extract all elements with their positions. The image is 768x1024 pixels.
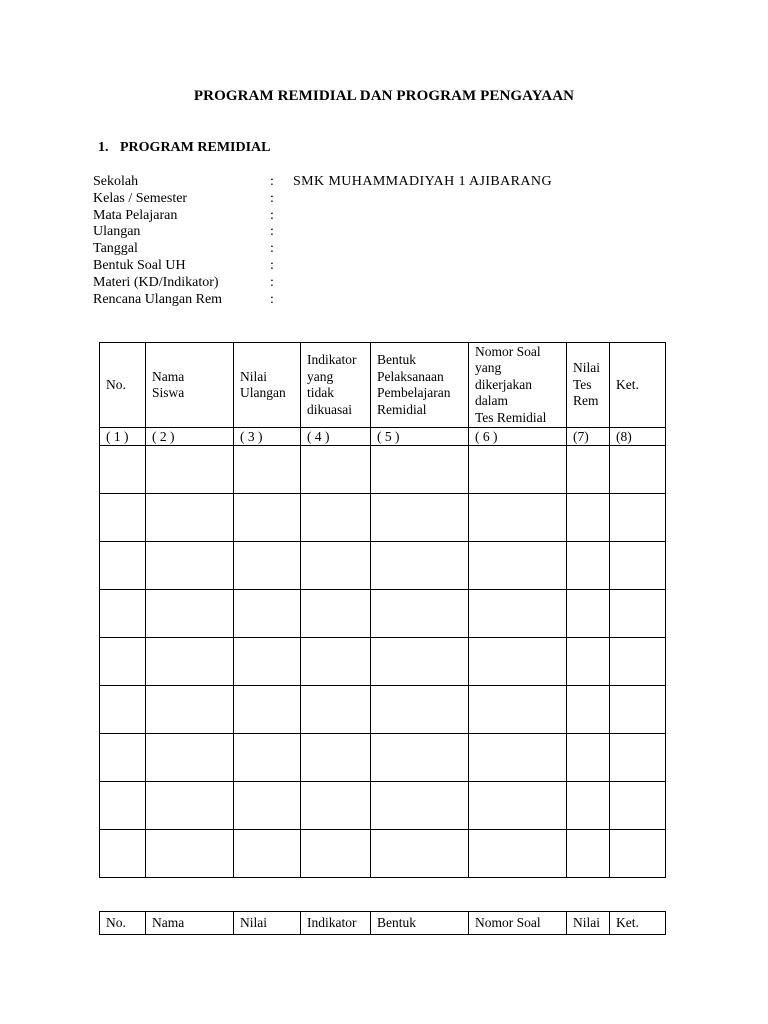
table-row: [100, 542, 666, 590]
column-number: ( 6 ): [469, 428, 567, 446]
table-cell[interactable]: [146, 734, 234, 782]
table-cell[interactable]: [610, 782, 666, 830]
table-row: [100, 686, 666, 734]
column-header: Nama: [146, 912, 234, 935]
table-cell[interactable]: [469, 830, 567, 878]
column-header-line: tidak: [307, 385, 334, 400]
table-cell[interactable]: [469, 782, 567, 830]
column-header-line: yang: [307, 368, 334, 384]
column-header-line: Rem: [573, 393, 599, 409]
table-cell[interactable]: [610, 494, 666, 542]
column-header: Nomor Soal: [469, 912, 567, 935]
table-row: [100, 638, 666, 686]
table-cell[interactable]: [100, 542, 146, 590]
info-colon: :: [270, 257, 274, 273]
table-row: [100, 782, 666, 830]
table-cell[interactable]: [610, 686, 666, 734]
table-cell[interactable]: [100, 638, 146, 686]
column-header-line: dikerjakan: [475, 376, 532, 392]
table-cell[interactable]: [146, 494, 234, 542]
table-cell[interactable]: [234, 542, 301, 590]
table-cell[interactable]: [234, 590, 301, 638]
info-colon: :: [270, 224, 274, 240]
table-cell[interactable]: [100, 734, 146, 782]
column-header: Ket.: [610, 912, 666, 935]
column-number: ( 3 ): [234, 428, 301, 446]
table-cell[interactable]: [100, 446, 146, 494]
info-label: Rencana Ulangan Rem: [93, 291, 223, 307]
table-cell[interactable]: [567, 446, 610, 494]
table-cell[interactable]: [234, 830, 301, 878]
info-value: SMK MUHAMMADIYAH 1 AJIBARANG: [293, 174, 552, 189]
table-cell[interactable]: [371, 542, 469, 590]
table-header-row: [100, 912, 666, 935]
info-label: Mata Pelajaran: [93, 207, 178, 223]
table-cell[interactable]: [567, 734, 610, 782]
section-heading: [98, 140, 271, 156]
table-cell[interactable]: [146, 446, 234, 494]
table-cell[interactable]: [567, 638, 610, 686]
table-cell[interactable]: [567, 494, 610, 542]
table-cell[interactable]: [234, 446, 301, 494]
table-row: [100, 830, 666, 878]
table-cell[interactable]: [301, 590, 371, 638]
table-cell[interactable]: [234, 782, 301, 830]
table-cell[interactable]: [146, 782, 234, 830]
table-cell[interactable]: [100, 782, 146, 830]
table-cell[interactable]: [146, 830, 234, 878]
column-header: Nilai: [567, 912, 610, 935]
table-row: [100, 494, 666, 542]
page-title: PROGRAM REMIDIAL DAN PROGRAM PENGAYAAN: [193, 88, 575, 104]
table-cell[interactable]: [301, 734, 371, 782]
column-header-line: yang: [475, 360, 502, 376]
column-header-line: Pembelajaran: [377, 385, 451, 400]
table-cell[interactable]: [567, 686, 610, 734]
table-cell[interactable]: [610, 638, 666, 686]
info-colon: :: [270, 241, 274, 257]
section-number: 1.: [98, 140, 109, 155]
column-header: Bentuk: [371, 912, 469, 935]
info-label: Bentuk Soal UH: [93, 257, 186, 273]
column-header-line: Nomor Soal: [475, 343, 541, 359]
table-cell[interactable]: [610, 446, 666, 494]
column-header-line: dikuasai: [307, 401, 352, 417]
table-cell[interactable]: [301, 638, 371, 686]
column-header: No.: [100, 912, 146, 935]
table-row: [100, 734, 666, 782]
table-cell[interactable]: [610, 830, 666, 878]
column-header-line: Tes: [573, 376, 592, 392]
table-cell[interactable]: [567, 542, 610, 590]
column-header-line: No.: [106, 376, 126, 392]
column-header-line: Indikator: [307, 352, 357, 367]
table-cell[interactable]: [610, 734, 666, 782]
table-cell[interactable]: [469, 542, 567, 590]
info-colon: :: [270, 274, 274, 290]
info-label: Kelas / Semester: [93, 190, 188, 206]
column-header: [567, 343, 610, 428]
table-cell[interactable]: [100, 590, 146, 638]
column-header-line: Remidial: [377, 401, 427, 417]
table-cell[interactable]: [567, 830, 610, 878]
table-cell[interactable]: [234, 494, 301, 542]
table-cell[interactable]: [469, 638, 567, 686]
info-label: Tanggal: [93, 241, 138, 257]
column-number: (8): [610, 428, 666, 446]
column-header: [469, 343, 567, 428]
enrichment-table: [99, 911, 666, 935]
table-cell[interactable]: [371, 494, 469, 542]
column-number: ( 5 ): [371, 428, 469, 446]
info-label: Sekolah: [93, 174, 139, 189]
table-cell[interactable]: [100, 494, 146, 542]
table-cell[interactable]: [301, 446, 371, 494]
table-row: [100, 590, 666, 638]
remedial-table: [99, 342, 666, 878]
table-cell[interactable]: [100, 686, 146, 734]
table-cell[interactable]: [371, 446, 469, 494]
table-cell[interactable]: [146, 542, 234, 590]
table-cell[interactable]: [610, 590, 666, 638]
table-cell[interactable]: [469, 446, 567, 494]
column-header: [371, 343, 469, 428]
column-header-line: Bentuk: [377, 352, 416, 367]
column-header: [610, 343, 666, 428]
table-number-row: [100, 428, 666, 446]
table-cell[interactable]: [469, 686, 567, 734]
column-header-line: Siswa: [152, 385, 185, 400]
column-header-line: Ulangan: [240, 385, 286, 400]
table-cell[interactable]: [234, 734, 301, 782]
info-label: Ulangan: [93, 224, 141, 240]
table-cell[interactable]: [301, 542, 371, 590]
table-cell[interactable]: [146, 590, 234, 638]
column-header-line: Nilai: [240, 368, 267, 384]
table-row: [100, 446, 666, 494]
column-number: ( 1 ): [100, 428, 146, 446]
column-number: (7): [567, 428, 610, 446]
table-cell[interactable]: [371, 638, 469, 686]
column-header-line: Tes Remidial: [475, 409, 547, 425]
table-cell[interactable]: [567, 782, 610, 830]
info-label: Materi (KD/Indikator): [93, 274, 219, 290]
column-header: [301, 343, 371, 428]
column-header: [234, 343, 301, 428]
column-header: [100, 343, 146, 428]
table-cell[interactable]: [301, 494, 371, 542]
column-header-line: Nilai: [573, 360, 600, 376]
column-header-line: Pelaksanaan: [377, 368, 444, 384]
column-header: Nilai: [234, 912, 301, 935]
table-cell[interactable]: [234, 686, 301, 734]
table-cell[interactable]: [234, 638, 301, 686]
table-cell[interactable]: [371, 734, 469, 782]
table-cell[interactable]: [469, 590, 567, 638]
column-header: Indikator: [301, 912, 371, 935]
column-header-line: Ket.: [616, 376, 639, 392]
column-header-line: Nama: [152, 368, 185, 384]
table-cell[interactable]: [301, 830, 371, 878]
column-header: [146, 343, 234, 428]
section-title: PROGRAM REMIDIAL: [120, 140, 271, 155]
table-cell[interactable]: [371, 590, 469, 638]
column-number: ( 2 ): [146, 428, 234, 446]
info-colon: :: [270, 190, 274, 206]
column-header-line: dalam: [475, 393, 508, 409]
table-cell[interactable]: [371, 686, 469, 734]
info-colon: :: [270, 291, 274, 307]
table-cell[interactable]: [301, 686, 371, 734]
table-cell[interactable]: [371, 782, 469, 830]
table-cell[interactable]: [301, 782, 371, 830]
table-cell[interactable]: [567, 590, 610, 638]
table-cell[interactable]: [146, 638, 234, 686]
table-cell[interactable]: [469, 734, 567, 782]
table-cell[interactable]: [610, 542, 666, 590]
info-colon: :: [270, 174, 274, 189]
table-header-row: [100, 343, 666, 428]
info-colon: :: [270, 207, 274, 223]
table-cell[interactable]: [469, 494, 567, 542]
column-number: ( 4 ): [301, 428, 371, 446]
table-cell[interactable]: [371, 830, 469, 878]
table-cell[interactable]: [146, 686, 234, 734]
table-cell[interactable]: [100, 830, 146, 878]
